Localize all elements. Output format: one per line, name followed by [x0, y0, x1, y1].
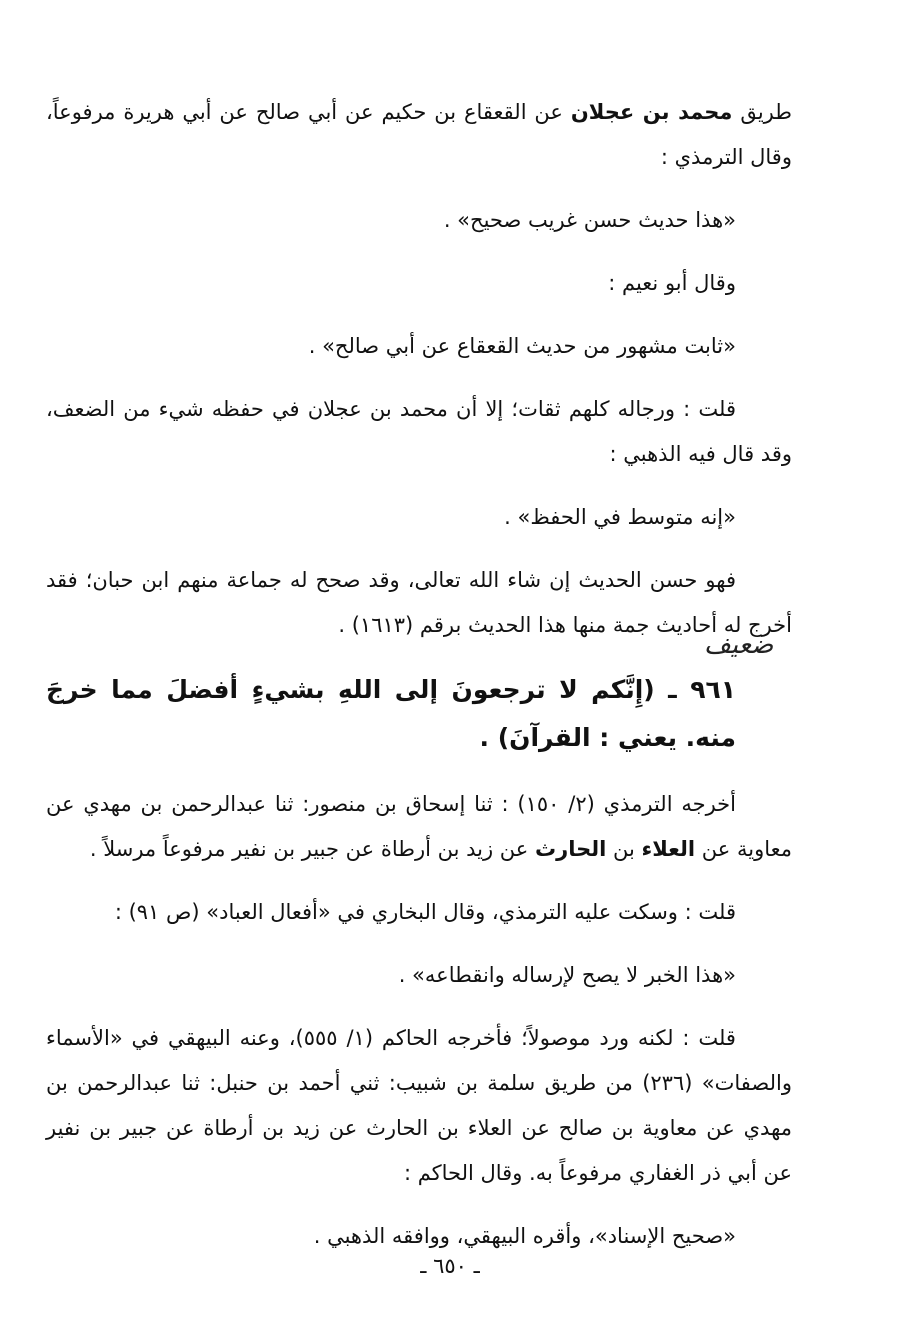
- text-segment: بن: [606, 837, 642, 861]
- quote-abu-nuaym: «ثابت مشهور من حديث القعقاع عن أبي صالح» .: [308, 334, 736, 358]
- narrator-name-bold: العلاء: [641, 837, 696, 861]
- paragraph-chain-of-narration: [46, 90, 792, 180]
- handwritten-margin-note: ضعيف: [704, 630, 774, 660]
- text-segment: طريق: [732, 100, 792, 124]
- text-segment: عن زيد بن أرطاة عن جبير بن نفير مرفوعاً مرسلاً .: [89, 837, 535, 861]
- abu-nuaym-intro: وقال أبو نعيم :: [608, 271, 736, 295]
- paragraph-qultu-bukhari: قلت : وسكت عليه الترمذي، وقال البخاري في «أفعال العباد» (ص ٩١) :: [114, 900, 736, 924]
- text-segment: عن القعقاع بن حكيم عن أبي صالح عن أبي هريرة مرفوعاً، وقال الترمذي :: [46, 100, 792, 169]
- paragraph-takhrij: [46, 782, 792, 872]
- narrator-name-bold: الحارث: [535, 837, 607, 861]
- page-number: ـ ٦٥٠ ـ: [420, 1254, 480, 1278]
- paragraph-final-grading: «صحيح الإسناد»، وأقره البيهقي، ووافقه الذهبي .: [313, 1224, 736, 1248]
- text-segment: أخرجه الترمذي (٢/ ١٥٠) : ثنا إسحاق بن منصور: ثنا عبدالرحمن بن مهدي عن معاوية عن: [46, 792, 792, 861]
- hadith-heading: ٩٦١ ـ (إِنَّكم لا ترجعونَ إلى اللهِ بشيءٍ أفضلَ مما خرجَ منه. يعني : القرآنَ) .: [46, 675, 736, 752]
- paragraph-qultu-narrators: قلت : ورجاله كلهم ثقات؛ إلا أن محمد بن عجلان في حفظه شيء من الضعف، وقد قال فيه الذهبي :: [46, 397, 792, 466]
- quote-tirmidhi: «هذا حديث حسن غريب صحيح» .: [443, 208, 736, 232]
- paragraph-conclusion: فهو حسن الحديث إن شاء الله تعالى، وقد صحح له جماعة منهم ابن حبان؛ فقد أخرج له أحاديث جمة منها هذا الحديث برقم (١٦١٣) .: [46, 568, 792, 637]
- paragraph-qultu-mawsul: قلت : لكنه ورد موصولاً؛ فأخرجه الحاكم (١/ ٥٥٥)، وعنه البيهقي في «الأسماء والصفات» (٢٣٦) من طريق سلمة بن شبيب: ثني أحمد بن حنبل: ثنا عبدالرحمن بن مهدي عن معاوية بن صالح عن العلاء بن الحارث عن زيد بن أرطاة عن جبير بن نفير عن أبي ذر الغفاري مرفوعاً به. وقال الحاكم :: [46, 1026, 793, 1185]
- page-body: [46, 90, 792, 1277]
- quote-dhahabi: «إنه متوسط في الحفظ» .: [504, 505, 736, 529]
- narrator-name-bold: محمد بن عجلان: [570, 100, 733, 124]
- quote-bukhari: «هذا الخبر لا يصح لإرساله وانقطاعه» .: [398, 963, 736, 987]
